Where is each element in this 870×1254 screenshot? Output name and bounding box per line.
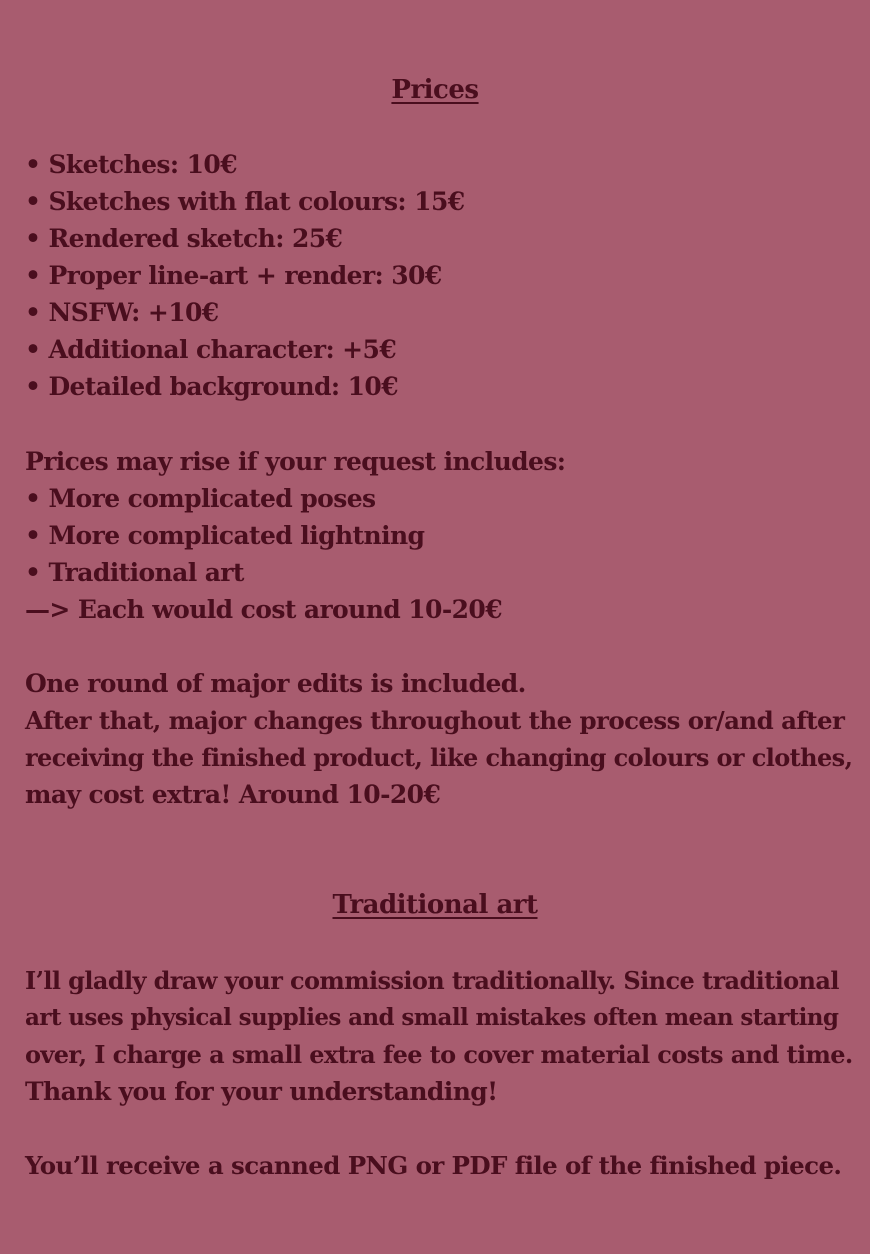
traditional-art-heading: Traditional art (332, 890, 538, 920)
edits-line-1: One round of major edits is included. (25, 669, 526, 698)
price-item-lineart-render: • Proper line-art + render: 30€ (25, 261, 442, 290)
price-item-nsfw: • NSFW: +10€ (25, 298, 219, 327)
traditional-line-4: Thank you for your understanding! (25, 1077, 498, 1106)
price-item-sketches: • Sketches: 10€ (25, 150, 238, 179)
edits-line-3: receiving the finished product, like changing colours or clothes, (25, 743, 853, 772)
price-rise-cost: —> Each would cost around 10-20€ (25, 595, 503, 624)
edits-line-4: may cost extra! Around 10-20€ (25, 780, 441, 809)
price-item-additional-character: • Additional character: +5€ (25, 335, 397, 364)
traditional-line-2: art uses physical supplies and small mistakes often mean starting (25, 1004, 839, 1031)
price-rise-item-traditional: • Traditional art (25, 558, 244, 587)
price-rise-item-lightning: • More complicated lightning (25, 521, 425, 550)
price-item-rendered-sketch: • Rendered sketch: 25€ (25, 224, 343, 253)
edits-section (25, 665, 855, 813)
price-rise-intro: Prices may rise if your request includes: (25, 447, 566, 476)
price-rise-item-poses: • More complicated poses (25, 484, 376, 513)
prices-heading: Prices (391, 75, 479, 105)
price-rise-section (25, 443, 855, 628)
traditional-line-1: I’ll gladly draw your commission traditionally. Since traditional (25, 966, 839, 995)
price-list (25, 146, 855, 405)
traditional-line-3: over, I charge a small extra fee to cover material costs and time. (25, 1040, 853, 1069)
price-item-detailed-background: • Detailed background: 10€ (25, 372, 398, 401)
traditional-art-paragraph (25, 962, 855, 1110)
price-item-flat-colours: • Sketches with flat colours: 15€ (25, 187, 465, 216)
edits-line-2: After that, major changes throughout the process or/and after (25, 706, 845, 735)
delivery-note: You’ll receive a scanned PNG or PDF file of the finished piece. (25, 1151, 842, 1180)
